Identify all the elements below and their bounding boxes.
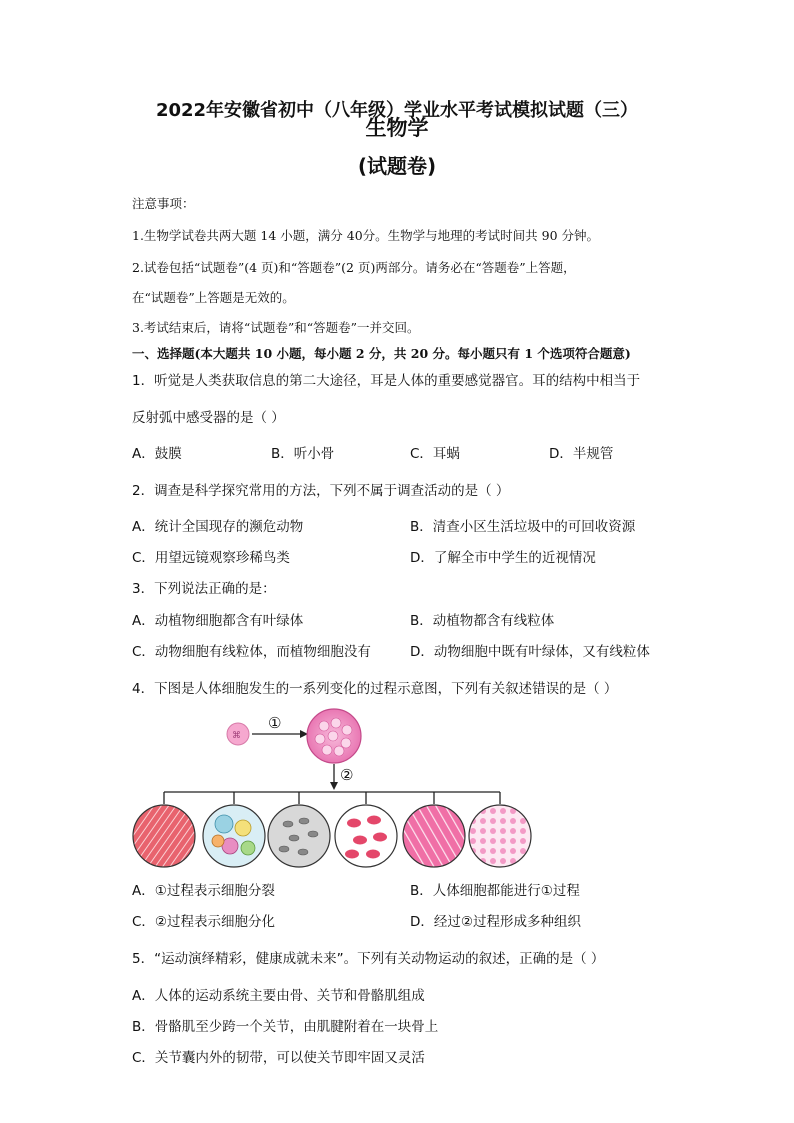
tissue-smooth-muscle xyxy=(403,805,465,867)
question-4-option-c: C．②过程表示细胞分化 xyxy=(132,914,276,930)
question-3-option-b: B．动植物都含有线粒体 xyxy=(410,613,555,629)
section-heading: 一、选择题(本大题共 10 小题，每小题 2 分，共 20 分。每小题只有 1 个选项符合题意) xyxy=(132,346,631,361)
tissue-muscle xyxy=(133,805,195,867)
question-2-option-a: A．统计全国现存的濒危动物 xyxy=(132,519,304,535)
question-4-stem: 4．下图是人体细胞发生的一系列变化的过程示意图，下列有关叙述错误的是（ ） xyxy=(132,681,618,697)
question-3-stem: 3．下列说法正确的是： xyxy=(132,581,276,597)
note-item: 在“试题卷”上答题是无效的。 xyxy=(132,290,295,305)
question-1-stem: 1．听觉是人类获取信息的第二大途径，耳是人体的重要感觉器官。耳的结构中相当于 xyxy=(132,373,641,389)
svg-text:⌘: ⌘ xyxy=(232,731,241,741)
exam-title: 2022年安徽省初中（八年级）学业水平考试模拟试题（三） xyxy=(155,100,639,121)
process-1-label: ① xyxy=(268,714,282,732)
question-2-option-b: B．清查小区生活垃圾中的可回收资源 xyxy=(410,519,636,535)
question-4-option-d: D．经过②过程形成多种组织 xyxy=(410,914,581,930)
question-2-option-c: C．用望远镜观察珍稀鸟类 xyxy=(132,550,290,566)
question-3-option-c: C．动物细胞有线粒体，而植物细胞没有 xyxy=(132,644,371,660)
question-1-option-b: B．听小骨 xyxy=(271,446,335,462)
question-5-stem: 5．“运动演绎精彩，健康成就未来”。下列有关动物运动的叙述，正确的是（ ） xyxy=(132,951,605,967)
question-4-option-a: A．①过程表示细胞分裂 xyxy=(132,883,275,899)
process-2-label: ② xyxy=(340,766,354,784)
question-1-option-c: C．耳蜗 xyxy=(410,446,460,462)
question-1-stem-cont: 反射弧中感受器的是（ ） xyxy=(132,410,285,426)
question-2-stem: 2．调查是科学探究常用的方法，下列不属于调查活动的是（ ） xyxy=(132,483,510,499)
note-item: 2.试卷包括“试题卷”(4 页)和“答题卷”(2 页)两部分。请务必在“答题卷”上答题， xyxy=(132,260,576,275)
note-item: 1.生物学试卷共两大题 14 小题，满分 40分。生物学与地理的考试时间共 90 分钟。 xyxy=(132,228,600,243)
question-4-option-b: B．人体细胞都能进行①过程 xyxy=(410,883,580,899)
question-2-option-d: D．了解全市中学生的近视情况 xyxy=(410,550,596,566)
paper-subtitle: (试题卷) xyxy=(357,154,437,178)
question-3-option-d: D．动物细胞中既有叶绿体，又有线粒体 xyxy=(410,644,650,660)
question-1-option-d: D．半规管 xyxy=(549,446,614,462)
note-item: 3.考试结束后，请将“试题卷”和“答题卷”一并交回。 xyxy=(132,320,420,335)
subject-title: 生物学 xyxy=(365,116,429,140)
tissue-epithelial xyxy=(469,805,531,867)
question-3-option-a: A．动植物细胞都含有叶绿体 xyxy=(132,613,304,629)
tissue-connective xyxy=(203,805,265,867)
cell-change-diagram xyxy=(128,706,548,874)
tissue-nerve xyxy=(268,805,330,867)
notes-heading: 注意事项： xyxy=(132,196,195,211)
tissue-blood xyxy=(335,805,397,867)
question-5-option-c: C．关节囊内外的韧带，可以使关节即牢固又灵活 xyxy=(132,1050,425,1066)
question-5-option-b: B．骨骼肌至少跨一个关节，由肌腱附着在一块骨上 xyxy=(132,1019,439,1035)
question-1-option-a: A．鼓膜 xyxy=(132,446,182,462)
question-5-option-a: A．人体的运动系统主要由骨、关节和骨骼肌组成 xyxy=(132,988,425,1004)
